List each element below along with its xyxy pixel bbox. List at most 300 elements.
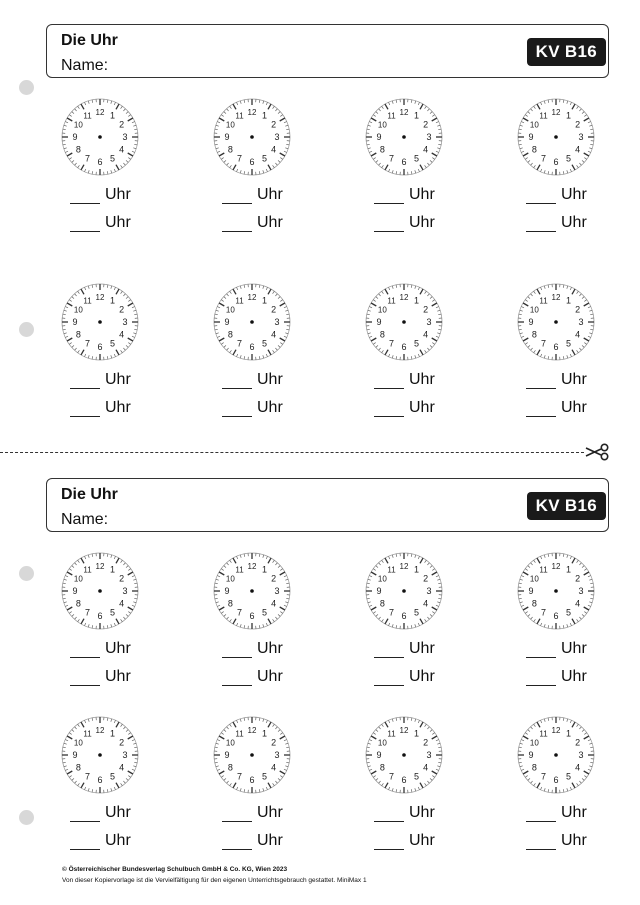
answer-blank[interactable]: [222, 807, 252, 822]
clock-number: 5: [565, 771, 572, 782]
clock-tick: [432, 118, 437, 121]
clock-center-dot: [402, 320, 406, 324]
answer-blank[interactable]: [374, 189, 404, 204]
clock-tick: [371, 338, 376, 341]
clock-number: 2: [575, 119, 581, 130]
answer-unit-label: Uhr: [409, 832, 435, 849]
clock-tick: [263, 555, 264, 558]
clock-tick: [427, 109, 429, 111]
clock-number: 10: [377, 574, 387, 584]
worksheet-2-header: [46, 478, 609, 532]
clock-tick: [133, 602, 136, 603]
clock-face: [60, 282, 140, 362]
answer-blank[interactable]: [526, 807, 556, 822]
answer-blank[interactable]: [222, 835, 252, 850]
clock-tick: [432, 733, 434, 735]
clock-tick: [379, 563, 381, 565]
clock-tick: [92, 356, 93, 359]
clock-tick: [224, 112, 226, 114]
clock-number: 2: [119, 573, 125, 584]
clock-tick: [88, 624, 89, 627]
clock-number: 5: [109, 153, 116, 164]
clock-tick: [392, 355, 393, 358]
clock-number: 7: [84, 607, 91, 618]
clock-number: 7: [236, 607, 243, 618]
answer-blank[interactable]: [526, 671, 556, 686]
answer-blank[interactable]: [70, 217, 100, 232]
clock-tick: [215, 747, 218, 748]
answer-blank[interactable]: [222, 671, 252, 686]
clock-tick: [230, 619, 232, 621]
answer-blank[interactable]: [70, 835, 100, 850]
clock-tick: [572, 722, 575, 727]
clock-tick: [237, 787, 238, 790]
clock-tick: [588, 605, 591, 606]
clock-number: 8: [379, 144, 385, 155]
clock-tick: [584, 736, 589, 739]
clock-number: 11: [235, 729, 244, 739]
clock-tick: [126, 566, 128, 568]
clock-number: 11: [83, 296, 92, 306]
clock-tick: [548, 356, 549, 359]
clock-number: 6: [249, 611, 255, 621]
clock-tick: [63, 129, 66, 130]
clock-tick: [123, 163, 125, 165]
clock-number: 12: [95, 108, 105, 117]
answer-unit-label: Uhr: [105, 399, 131, 416]
clock-tick: [584, 776, 586, 778]
clock-tick: [237, 623, 238, 626]
clock-face: [60, 551, 140, 631]
clock-number: 6: [97, 157, 103, 167]
clock-tick: [81, 722, 84, 727]
clock-tick: [280, 569, 282, 571]
clock-tick: [437, 766, 440, 767]
clock-tick: [275, 727, 277, 729]
clock-number: 2: [423, 573, 429, 584]
clock-tick: [244, 554, 245, 557]
clock-tick: [392, 170, 393, 173]
clock-tick: [134, 129, 137, 130]
clock-tick: [382, 783, 384, 785]
clock-tick: [432, 158, 434, 160]
clock-tick: [65, 605, 68, 606]
answer-blank[interactable]: [374, 402, 404, 417]
clock-tick: [273, 165, 275, 167]
time-answer-line: [526, 214, 587, 232]
clock-tick: [216, 148, 219, 149]
clock-tick: [436, 740, 439, 741]
clock-tick: [278, 345, 280, 347]
clock-tick: [227, 348, 229, 350]
clock-tick: [427, 781, 429, 783]
clock-tick: [590, 762, 593, 763]
answer-unit-label: Uhr: [105, 186, 131, 203]
clock-tick: [432, 153, 437, 156]
answer-blank[interactable]: [70, 807, 100, 822]
clock-tick: [116, 165, 119, 170]
clock-tick: [521, 122, 524, 123]
clock-face-icon: [516, 97, 596, 177]
clock-tick: [528, 160, 530, 162]
clock-tick: [88, 170, 89, 173]
clock-tick: [111, 555, 112, 558]
answer-blank[interactable]: [70, 643, 100, 658]
clock-tick: [240, 286, 241, 289]
clock-tick: [219, 771, 224, 774]
clock-tick: [268, 350, 271, 355]
clock-number: 1: [413, 110, 420, 121]
clock-tick: [217, 336, 220, 337]
clock-number: 5: [565, 153, 572, 164]
clock-tick: [425, 291, 427, 293]
clock-tick: [126, 730, 128, 732]
clock-tick: [133, 310, 136, 311]
clock-tick: [133, 333, 136, 334]
answer-blank[interactable]: [222, 374, 252, 389]
clock-tick: [379, 294, 381, 296]
clock-center-dot: [250, 753, 254, 757]
answer-blank[interactable]: [374, 643, 404, 658]
clock-tick: [427, 563, 429, 565]
clock-tick: [430, 778, 432, 780]
clock-number: 3: [578, 750, 584, 760]
clock-tick: [432, 343, 434, 345]
clock-tick: [392, 624, 393, 627]
clock-number: 8: [531, 329, 537, 340]
answer-blank[interactable]: [374, 217, 404, 232]
clock-number: 10: [529, 738, 539, 748]
clock-tick: [373, 343, 375, 345]
clock-number: 5: [413, 771, 420, 782]
clock-tick: [563, 789, 564, 792]
answer-blank[interactable]: [526, 374, 556, 389]
clock-tick: [525, 612, 527, 614]
clock-face: [212, 715, 292, 795]
clock-tick: [528, 112, 530, 114]
time-answer-line: [526, 668, 587, 686]
clock-number: 5: [261, 153, 268, 164]
clock-tick: [563, 285, 564, 288]
clock-tick: [285, 602, 288, 603]
clock-tick: [88, 286, 89, 289]
punch-hole-icon: [19, 322, 34, 337]
clock-tick: [544, 170, 545, 173]
clock-tick: [67, 338, 72, 341]
clock-tick: [521, 307, 524, 308]
time-answer-line: [374, 399, 435, 417]
clock-tick: [69, 569, 71, 571]
clock-tick: [107, 356, 108, 359]
punch-hole-icon: [19, 810, 34, 825]
clock-tick: [369, 151, 372, 152]
clock-number: 10: [529, 574, 539, 584]
clock-tick: [379, 727, 381, 729]
clock-tick: [268, 104, 271, 109]
clock-number: 6: [97, 611, 103, 621]
answer-unit-label: Uhr: [257, 832, 283, 849]
clock-tick: [128, 338, 133, 341]
clock-number: 4: [575, 329, 581, 340]
clock-tick: [266, 102, 267, 105]
clock-tick: [237, 287, 238, 290]
answer-blank[interactable]: [526, 217, 556, 232]
clock-number: 9: [528, 750, 534, 760]
clock-tick: [523, 736, 528, 739]
clock-number: 8: [227, 144, 233, 155]
answer-blank[interactable]: [222, 189, 252, 204]
clock-tick: [436, 605, 439, 606]
clock-tick: [584, 338, 589, 341]
clock-tick: [132, 307, 135, 308]
clock-tick: [284, 307, 287, 308]
clock-tick: [420, 722, 423, 727]
clock-tick: [519, 144, 522, 145]
clock-tick: [233, 350, 236, 355]
clock-tick: [572, 104, 575, 109]
clock-tick: [367, 129, 370, 130]
clock-number: 4: [423, 762, 429, 773]
clock-tick: [128, 733, 130, 735]
clock-tick: [280, 736, 285, 739]
time-answer-line: [222, 832, 283, 850]
clock-face: [364, 715, 444, 795]
clock-tick: [88, 788, 89, 791]
clock-tick: [230, 291, 232, 293]
clock-tick: [81, 783, 84, 788]
answer-blank[interactable]: [222, 402, 252, 417]
clock-tick: [69, 115, 71, 117]
clock-tick: [369, 307, 372, 308]
clock-tick: [244, 625, 245, 628]
clock-tick: [280, 771, 285, 774]
clock-tick: [570, 623, 571, 626]
clock-tick: [75, 563, 77, 565]
clock-tick: [219, 338, 224, 341]
clock-tick: [69, 300, 71, 302]
clock-number: 9: [376, 317, 382, 327]
clock-tick: [389, 623, 390, 626]
clock-tick: [65, 576, 68, 577]
clock-number: 5: [565, 607, 572, 618]
clock-tick: [396, 100, 397, 103]
answer-unit-label: Uhr: [257, 804, 283, 821]
clock-tick: [528, 778, 530, 780]
time-answer-line: [222, 668, 283, 686]
clock-tick: [432, 572, 437, 575]
clock-tick: [221, 115, 223, 117]
clock-tick: [418, 623, 419, 626]
clock-number: 9: [72, 586, 78, 596]
clock-tick: [367, 598, 370, 599]
clock-tick: [396, 171, 397, 174]
answer-blank[interactable]: [222, 643, 252, 658]
clock-number: 8: [531, 598, 537, 609]
clock-tick: [227, 617, 229, 619]
clock-tick: [280, 115, 282, 117]
clock-tick: [263, 170, 264, 173]
time-answer-line: [526, 832, 587, 850]
clock-tick: [537, 104, 540, 109]
clock-tick: [385, 289, 388, 294]
time-answer-line: [374, 371, 435, 389]
clock-tick: [215, 598, 218, 599]
clock-tick: [121, 165, 123, 167]
clock-face-icon: [516, 551, 596, 631]
clock-tick: [572, 619, 575, 624]
clock-tick: [563, 718, 564, 721]
answer-blank[interactable]: [374, 835, 404, 850]
clock-tick: [369, 336, 372, 337]
clock-tick: [544, 355, 545, 358]
answer-blank[interactable]: [70, 671, 100, 686]
clock-number: 2: [271, 119, 277, 130]
clock-tick: [436, 576, 439, 577]
clock-tick: [65, 336, 68, 337]
answer-unit-label: Uhr: [257, 371, 283, 388]
clock-tick: [389, 169, 390, 172]
time-answer-line: [374, 668, 435, 686]
clock-tick: [128, 736, 133, 739]
clock-number: 10: [73, 574, 83, 584]
footer-copyright: © Österreichischer Bundesverlag Schulbuch GmbH & Co. KG, Wien 2023: [62, 866, 288, 873]
clock-tick: [280, 153, 285, 156]
clock-center-dot: [250, 135, 254, 139]
clock-tick: [368, 579, 371, 580]
clock-tick: [121, 350, 123, 352]
clock-tick: [216, 125, 219, 126]
clock-tick: [411, 356, 412, 359]
clock-number: 12: [551, 293, 561, 302]
clock-number: 11: [387, 729, 396, 739]
answer-unit-label: Uhr: [409, 804, 435, 821]
clock-tick: [418, 787, 419, 790]
clock-number: 11: [387, 111, 396, 121]
answer-unit-label: Uhr: [257, 186, 283, 203]
clock-tick: [219, 118, 224, 121]
clock-face-icon: [212, 97, 292, 177]
clock-tick: [259, 789, 260, 792]
clock-tick: [72, 566, 74, 568]
clock-tick: [65, 122, 68, 123]
answer-blank[interactable]: [526, 402, 556, 417]
answer-blank[interactable]: [526, 189, 556, 204]
clock-tick: [579, 163, 581, 165]
clock-tick: [111, 170, 112, 173]
answer-blank[interactable]: [526, 835, 556, 850]
clock-tick: [280, 118, 285, 121]
clock-tick: [373, 115, 375, 117]
time-answer-line: [70, 668, 131, 686]
answer-unit-label: Uhr: [257, 399, 283, 416]
answer-blank[interactable]: [70, 189, 100, 204]
answer-blank[interactable]: [374, 374, 404, 389]
clock-tick: [128, 118, 133, 121]
clock-tick: [537, 722, 540, 727]
clock-number: 8: [227, 329, 233, 340]
clock-number: 9: [72, 317, 78, 327]
clock-tick: [425, 165, 427, 167]
clock-tick: [436, 336, 439, 337]
clock-number: 2: [575, 304, 581, 315]
clock-tick: [415, 788, 416, 791]
clock-tick: [132, 740, 135, 741]
clock-tick: [520, 333, 523, 334]
clock-tick: [523, 338, 528, 341]
clock-tick: [534, 350, 536, 352]
clock-tick: [259, 285, 260, 288]
clock-number: 8: [75, 598, 81, 609]
answer-unit-label: Uhr: [409, 371, 435, 388]
clock-number: 4: [575, 762, 581, 773]
clock-tick: [75, 781, 77, 783]
clock-tick: [418, 556, 419, 559]
clock-tick: [368, 602, 371, 603]
clock-tick: [430, 614, 432, 616]
clock-number: 9: [224, 317, 230, 327]
clock-center-dot: [554, 753, 558, 757]
answer-blank[interactable]: [70, 402, 100, 417]
clock-center-dot: [250, 589, 254, 593]
time-answer-line: [70, 214, 131, 232]
clock-tick: [385, 722, 388, 727]
answer-blank[interactable]: [222, 217, 252, 232]
clock-tick: [240, 719, 241, 722]
clock-tick: [259, 718, 260, 721]
clock-number: 10: [377, 738, 387, 748]
clock-face-icon: [516, 282, 596, 362]
clock-tick: [438, 762, 441, 763]
clock-number: 4: [119, 144, 125, 155]
clock-tick: [373, 776, 375, 778]
answer-blank[interactable]: [374, 807, 404, 822]
clock-tick: [134, 314, 137, 315]
clock-tick: [216, 602, 219, 603]
clock-tick: [570, 102, 571, 105]
clock-number: 3: [274, 317, 280, 327]
clock-tick: [367, 583, 370, 584]
clock-tick: [371, 303, 376, 306]
clock-tick: [284, 122, 287, 123]
clock-tick: [107, 625, 108, 628]
clock-tick: [528, 566, 530, 568]
clock-tick: [111, 719, 112, 722]
clock-tick: [520, 310, 523, 311]
clock-number: 1: [565, 564, 572, 575]
clock-number: 6: [401, 775, 407, 785]
clock-tick: [215, 762, 218, 763]
clock-tick: [92, 625, 93, 628]
clock-tick: [268, 289, 271, 294]
clock-tick: [114, 287, 115, 290]
clock-tick: [107, 100, 108, 103]
answer-blank[interactable]: [70, 374, 100, 389]
clock-tick: [268, 783, 271, 788]
clock-tick: [548, 554, 549, 557]
clock-tick: [65, 151, 68, 152]
clock-tick: [216, 743, 219, 744]
clock-tick: [523, 572, 528, 575]
clock-number: 10: [73, 738, 83, 748]
answer-blank[interactable]: [374, 671, 404, 686]
clock-tick: [563, 356, 564, 359]
clock-center-dot: [554, 589, 558, 593]
clock-tick: [215, 329, 218, 330]
clock-tick: [379, 109, 381, 111]
answer-blank[interactable]: [526, 643, 556, 658]
clock-face-icon: [364, 97, 444, 177]
answer-unit-label: Uhr: [561, 832, 587, 849]
